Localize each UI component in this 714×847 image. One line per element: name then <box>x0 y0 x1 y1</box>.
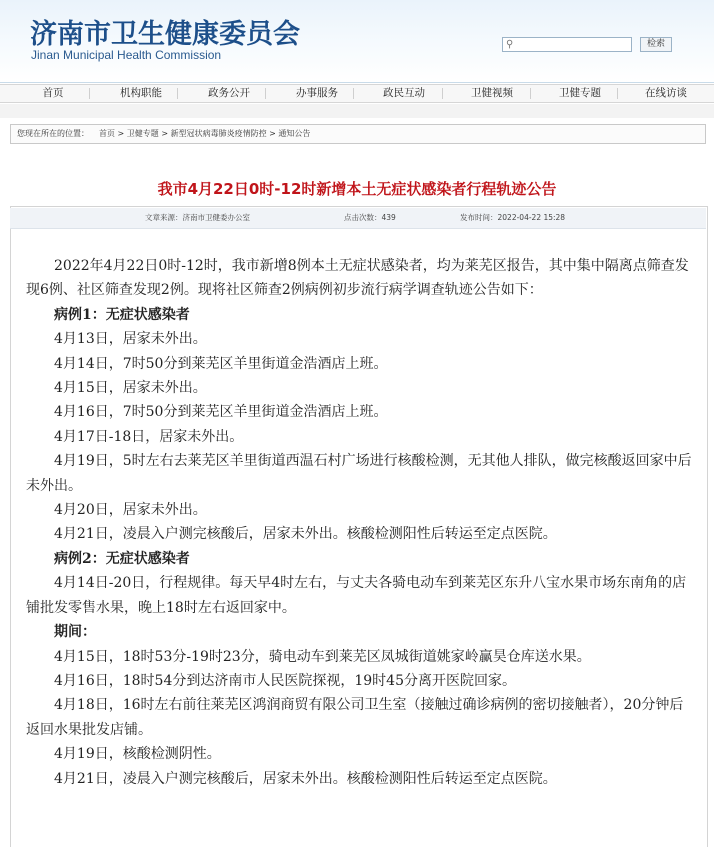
article-subheading: 病例1：无症状感染者 <box>54 306 190 323</box>
nav-topics[interactable]: 卫健专题 <box>559 87 601 99</box>
article-paragraph: 4月17日-18日，居家未外出。 <box>54 428 244 445</box>
nav-services[interactable]: 办事服务 <box>296 87 338 99</box>
article-paragraph: 4月16日，18时54分到达济南市人民医院探视，19时45分离开医院回家。 <box>54 672 516 689</box>
article-meta <box>10 208 706 229</box>
nav-divider <box>530 88 531 99</box>
nav-divider <box>617 88 618 99</box>
site-header <box>0 0 714 83</box>
site-logo-title[interactable]: 济南市卫生健康委员会 <box>30 19 300 50</box>
article-paragraph: 4月14日-20日，行程规律。每天早4时左右，与丈夫各骑电动车到莱芜区东升八宝水果市场东南角的店铺批发零售水果，晚上18时左右返回家中。 <box>26 575 687 616</box>
nav-gov-affairs[interactable]: 政务公开 <box>208 87 250 99</box>
search-icon: ⚲ <box>506 39 514 50</box>
nav-home[interactable]: 首页 <box>42 87 64 99</box>
article-paragraph: 4月21日，凌晨入户测完核酸后，居家未外出。核酸检测阳性后转运至定点医院。 <box>54 526 557 543</box>
nav-divider <box>353 88 354 99</box>
search-input[interactable] <box>502 37 632 52</box>
nav-divider <box>442 88 443 99</box>
article-views: 点击次数：439 <box>344 213 396 222</box>
site-logo-subtitle: Jinan Municipal Health Commission <box>31 48 222 62</box>
article-body <box>26 254 694 791</box>
breadcrumb-label: 您现在所在的位置： <box>17 129 89 138</box>
nav-divider <box>89 88 90 99</box>
article-paragraph: 4月19日，核酸检测阴性。 <box>54 746 221 763</box>
article-title: 我市4月22日0时-12时新增本土无症状感染者行程轨迹公告 <box>157 180 557 198</box>
nav-institution[interactable]: 机构职能 <box>120 87 162 99</box>
nav-spacer-band <box>0 104 714 118</box>
breadcrumb-path[interactable]: 首页 > 卫健专题 > 新型冠状病毒肺炎疫情防控 > 通知公告 <box>99 129 311 138</box>
article-paragraph: 4月20日，居家未外出。 <box>54 502 207 519</box>
article-paragraph: 4月18日，16时左右前往莱芜区鸿润商贸有限公司卫生室（接触过确诊病例的密切接触者），20分钟后返回水果批发店铺。 <box>26 697 684 738</box>
article-paragraph: 4月16日，7时50分到莱芜区羊里街道金浩酒店上班。 <box>54 404 388 421</box>
article-paragraph: 4月13日，居家未外出。 <box>54 331 207 348</box>
article-subheading: 病例2：无症状感染者 <box>54 550 190 567</box>
article-paragraph: 2022年4月22日0时-12时，我市新增8例本土无症状感染者，均为莱芜区报告，其中集中隔离点筛查发现6例、社区筛查发现2例。现将社区筛查2例病例初步流行病学调查轨迹公告如下： <box>26 258 689 299</box>
article-date: 发布时间：2022-04-22 15:28 <box>460 213 566 222</box>
article-paragraph: 4月14日，7时50分到莱芜区羊里街道金浩酒店上班。 <box>54 355 388 372</box>
nav-video[interactable]: 卫健视频 <box>471 87 513 99</box>
nav-interviews[interactable]: 在线访谈 <box>645 87 687 99</box>
nav-interaction[interactable]: 政民互动 <box>383 87 425 99</box>
article-source: 文章来源：济南市卫健委办公室 <box>145 213 250 222</box>
breadcrumb <box>10 124 706 144</box>
search-button[interactable]: 检索 <box>640 37 672 52</box>
main-nav <box>0 84 714 103</box>
nav-divider <box>265 88 266 99</box>
nav-divider <box>177 88 178 99</box>
article-subheading: 期间： <box>54 624 96 641</box>
article-paragraph: 4月15日，18时53分-19时23分，骑电动车到莱芜区凤城街道姚家岭赢昊仓库送水果。 <box>54 648 591 665</box>
article-paragraph: 4月15日，居家未外出。 <box>54 380 207 397</box>
article-paragraph: 4月21日，凌晨入户测完核酸后，居家未外出。核酸检测阳性后转运至定点医院。 <box>54 770 557 787</box>
article-paragraph: 4月19日，5时左右去莱芜区羊里街道西温石村广场进行核酸检测，无其他人排队，做完核酸返回家中后未外出。 <box>26 453 692 494</box>
